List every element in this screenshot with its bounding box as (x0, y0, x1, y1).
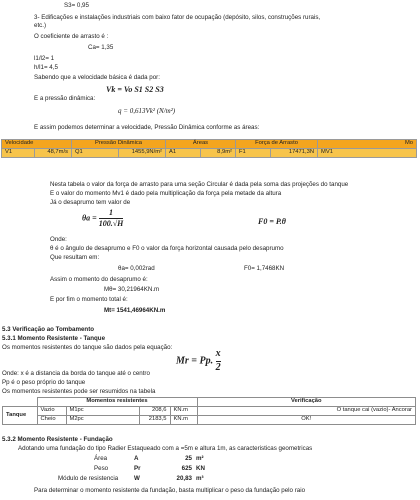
col-forca: Força de Arrasto (236, 140, 318, 149)
sym-cell: M1pc (66, 407, 139, 416)
prop-value: 20,83 (176, 475, 192, 482)
total-moment-text: E por fim o momento total é: (50, 296, 128, 303)
pp-description: Pp é o peso próprio do tanque (2, 379, 86, 386)
col-mo: Mo (318, 140, 417, 149)
f0-value: F0= 1,7468KN (244, 265, 285, 272)
blank-cell (3, 398, 38, 407)
cell: F1 (236, 149, 271, 158)
cell: 48,7m/s (35, 149, 72, 158)
value-cell: 208,6 (139, 407, 170, 416)
header-verificacao: Verificação (197, 398, 416, 407)
arrasto-text: Nesta tabela o valor da força de arrasto para uma seção Circular é dada pela soma das projeções do tanque (50, 181, 349, 188)
section-5-3-1: 5.3.1 Momento Resistente - Tanque (2, 335, 106, 342)
cell: Q1 (72, 149, 119, 158)
tank-moment-text: Os momentos resistentes do tanque são dados pela equação: (2, 344, 173, 351)
prop-unit: m³ (196, 475, 204, 482)
theta-lhs: θa = (82, 213, 99, 223)
onde-label: Onde: (50, 236, 67, 243)
mr-den: 2 (215, 361, 221, 373)
dynamic-pressure-text: E a pressão dinâmica: (34, 95, 96, 102)
wind-table-header (2, 140, 417, 149)
prop-label: Peso (94, 465, 109, 472)
mr-fraction (216, 348, 221, 374)
table-row (3, 407, 416, 416)
desaprumo-text: Já o desaprumo tem valor de (50, 199, 131, 206)
prop-sym: W (134, 475, 140, 482)
theta-formula (82, 208, 123, 229)
m-theta-value: Mθ= 30,21964KN.m (104, 286, 160, 293)
determine-text: E assim podemos determinar a velocidade, Pressão Dinâmica conforme as áreas: (34, 124, 260, 131)
pressure-formula: q = 0,613Vk² (N/m²) (118, 107, 176, 115)
ratio-hl1: h/l1= 4,5 (34, 64, 58, 71)
cell: V1 (2, 149, 35, 158)
wind-table-row (2, 149, 417, 158)
theta-num: 1 (99, 208, 124, 219)
ca-value: Ca= 1,35 (88, 44, 114, 51)
theta-den: 100.√H (98, 219, 124, 228)
state-cell: Cheio (37, 416, 66, 425)
prop-sym: A (134, 455, 139, 462)
prop-label: Módulo de resistencia (58, 475, 119, 482)
col-pressao: Pressão Dinâmica (72, 140, 166, 149)
unit-cell: KN.m (170, 416, 197, 425)
group-tanque: Tanque (3, 407, 38, 425)
theta-value: θa= 0,002rad (118, 265, 155, 272)
mr-lhs: Mr = Pp. (176, 355, 214, 367)
theta-fraction (99, 208, 124, 229)
desaprumo-moment-text: Assim o momento do desaprumo é: (50, 276, 148, 283)
category-line: 3- Edificações e instalações industriais com baixo fator de ocupação (depósito, silos, construções rurais, (34, 14, 321, 21)
cell: A1 (166, 149, 201, 158)
cell: 8,9m² (201, 149, 236, 158)
section-5-3-2: 5.3.2 Momento Resistente - Fundação (2, 436, 113, 443)
mt-value: Mt= 1541,46964KN.m (104, 307, 166, 314)
col-areas: Áreas (166, 140, 236, 149)
velocity-formula: Vk = Vo S1 S2 S3 (106, 85, 164, 94)
col-velocidade: Velocidade (2, 140, 72, 149)
mr-num: x (216, 348, 221, 362)
cell: 17471,3N (271, 149, 318, 158)
theta-description: θ é o ângulo de desaprumo e F0 o valor da força horizontal causada pelo desaprumo (50, 245, 284, 252)
drag-coef-label: O coeficiente de arrasto é : (34, 33, 109, 40)
foundation-moment-text: Para determinar o momento resistente da fundação, basta multiplicar o peso da fundação pelo raio (34, 487, 306, 494)
moment-table (2, 397, 416, 425)
prop-value: 625 (181, 465, 192, 472)
prop-label: Área (94, 455, 108, 462)
basic-velocity-text: Sabendo que a velocidade básica é dada por: (34, 74, 160, 81)
prop-unit: KN (196, 465, 205, 472)
mr-formula (176, 348, 221, 374)
table-row (3, 416, 416, 425)
header-momentos: Momentos resistentes (37, 398, 197, 407)
table-summary-text: Os momentos resistentes pode ser resumidos na tabela (2, 388, 156, 395)
state-cell: Vazio (37, 407, 66, 416)
unit-cell: KN.m (170, 407, 197, 416)
value-cell: 2183,5 (139, 416, 170, 425)
check-cell: OK! (197, 416, 416, 425)
prop-unit: m² (196, 455, 204, 462)
section-5-3: 5.3 Verificação ao Tombamento (2, 326, 95, 333)
category-line-cont: etc.) (34, 22, 47, 29)
f0-formula: F0 = P.θ (258, 217, 286, 226)
x-description: Onde: x é a distancia da borda do tanque até o centro (2, 370, 150, 377)
ratio-l1l2: l1/l2= 1 (34, 55, 55, 62)
cell: MV1 (318, 149, 417, 158)
moment-table-header (3, 398, 416, 407)
prop-value: 25 (185, 455, 192, 462)
check-cell: O tanque cai (vazio)- Ancorar (197, 407, 416, 416)
results-text: Que resultam em: (50, 254, 100, 261)
cell: 1455,9N/m² (119, 149, 166, 158)
line-s3: S3= 0,95 (64, 2, 89, 9)
radier-text: Adotando uma fundação do tipo Radier Estaqueado com a =5m e altura 1m, as caracteristicas geometricas (18, 445, 313, 452)
prop-sym: Pr (134, 465, 141, 472)
wind-table (1, 139, 417, 158)
sym-cell: M2pc (66, 416, 139, 425)
momento-text: E o valor do momento Mv1 é dado pela multiplicação da força pela metade da altura (50, 190, 282, 197)
